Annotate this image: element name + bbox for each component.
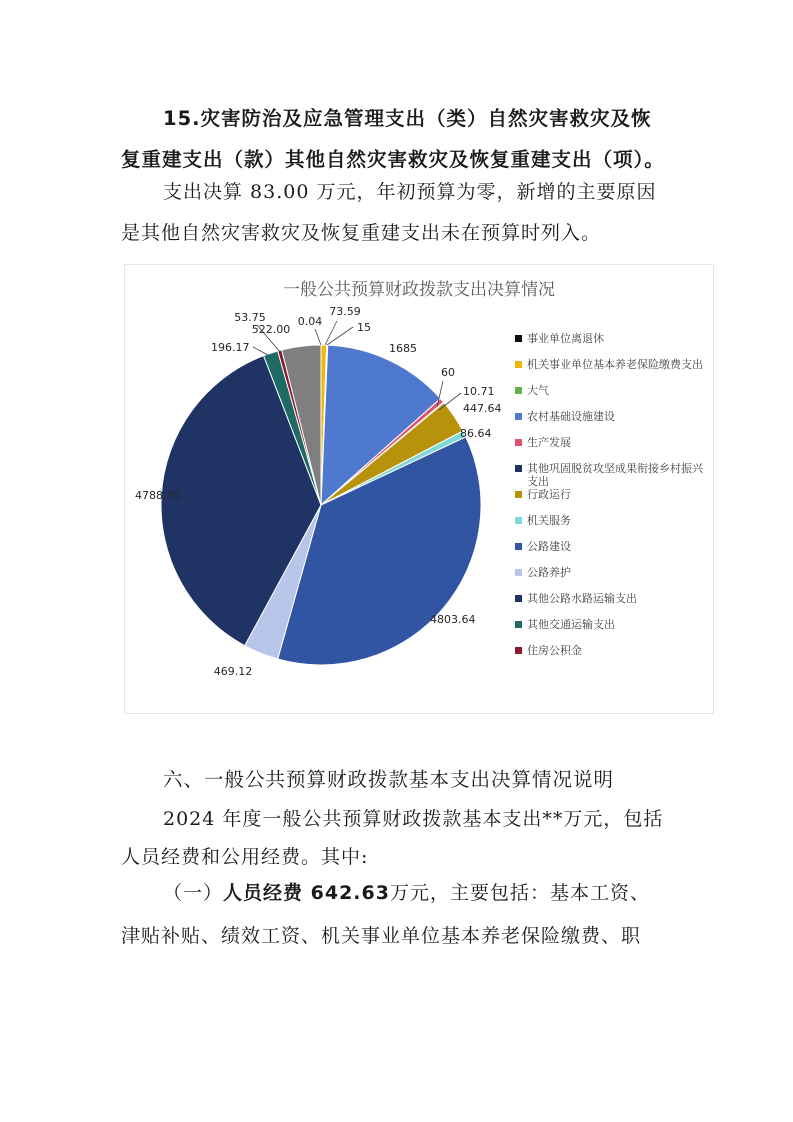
legend-entry (515, 644, 711, 670)
legend-entry (515, 618, 711, 644)
legend-entry (515, 566, 711, 592)
section6-body-line2: 人员经费和公用经费。其中: (121, 846, 369, 868)
legend-entry (515, 436, 711, 462)
label-leader-line (327, 327, 353, 345)
data-label: 15 (357, 321, 371, 334)
data-label: 4788.85 (135, 489, 181, 502)
legend-label: 行政运行 (527, 488, 571, 501)
legend-label: 农村基础设施建设 (527, 410, 615, 423)
data-label: 1685 (389, 342, 417, 355)
data-label: 522.00 (251, 323, 291, 336)
data-label: 469.12 (213, 665, 253, 678)
data-label: 0.04 (297, 315, 323, 328)
label-leader-line (253, 347, 268, 355)
legend-label: 生产发展 (527, 436, 571, 449)
data-label: 196.17 (211, 341, 250, 354)
legend-label: 其他巩固脱贫攻坚成果衔接乡村振兴支出 (527, 462, 703, 488)
legend-label: 公路养护 (527, 566, 571, 579)
data-label: 73.59 (329, 305, 361, 318)
chart-title: 一般公共预算财政拨款支出决算情况 (283, 280, 555, 300)
chart-legend (515, 332, 711, 670)
legend-swatch (515, 465, 522, 472)
section6-body-line1: 2024 年度一般公共预算财政拨款基本支出**万元，包括 (163, 808, 664, 830)
legend-swatch (515, 335, 522, 342)
data-label: 447.64 (463, 402, 502, 415)
legend-swatch (515, 439, 522, 446)
data-label: 53.75 (234, 311, 266, 324)
legend-swatch (515, 569, 522, 576)
legend-swatch (515, 621, 522, 628)
legend-swatch (515, 595, 522, 602)
data-label: 60 (441, 366, 455, 379)
section15-heading-line2: 复重建支出（款）其他自然灾害救灾及恢复重建支出（项）。 (121, 148, 665, 171)
data-label: 86.64 (460, 427, 492, 440)
legend-label: 事业单位离退休 (527, 332, 604, 345)
section15-body-line1: 支出决算 83.00 万元，年初预算为零，新增的主要原因 (163, 181, 657, 203)
section6-item1-line1 (163, 877, 723, 909)
legend-swatch (515, 543, 522, 550)
legend-entry (515, 358, 711, 384)
legend-swatch (515, 517, 522, 524)
legend-entry (515, 540, 711, 566)
legend-label: 机关服务 (527, 514, 571, 527)
label-leader-line (325, 321, 337, 345)
data-label: 4803.64 (430, 613, 476, 626)
legend-entry (515, 462, 711, 488)
label-leader-line (315, 329, 321, 345)
legend-swatch (515, 491, 522, 498)
legend-entry (515, 592, 711, 618)
legend-swatch (515, 387, 522, 394)
legend-entry (515, 488, 711, 514)
legend-swatch (515, 647, 522, 654)
item1-bold-label: 人员经费 642.63 (223, 882, 390, 904)
legend-entry (515, 384, 711, 410)
legend-label: 公路建设 (527, 540, 571, 553)
legend-label: 机关事业单位基本养老保险缴费支出 (527, 358, 703, 371)
legend-entry (515, 514, 711, 540)
legend-label: 其他公路水路运输支出 (527, 592, 637, 605)
data-label: 10.71 (463, 385, 495, 398)
legend-label: 其他交通运输支出 (527, 618, 615, 631)
section6-heading: 六、一般公共预算财政拨款基本支出决算情况说明 (163, 768, 615, 791)
pie-chart (124, 264, 714, 714)
legend-entry (515, 410, 711, 436)
legend-entry (515, 332, 711, 358)
item1-rest: 万元，主要包括：基本工资、 (389, 882, 650, 904)
legend-swatch (515, 361, 522, 368)
legend-label: 大气 (527, 384, 549, 397)
legend-swatch (515, 413, 522, 420)
section6-item1-line2: 津贴补贴、绩效工资、机关事业单位基本养老保险缴费、职 (121, 925, 642, 947)
legend-label: 住房公积金 (527, 644, 582, 657)
section15-body-line2: 是其他自然灾害救灾及恢复重建支出未在预算时列入。 (121, 222, 602, 244)
section15-heading-line1: 15.灾害防治及应急管理支出（类）自然灾害救灾及恢 (163, 107, 652, 130)
item1-prefix: （一） (163, 882, 224, 904)
